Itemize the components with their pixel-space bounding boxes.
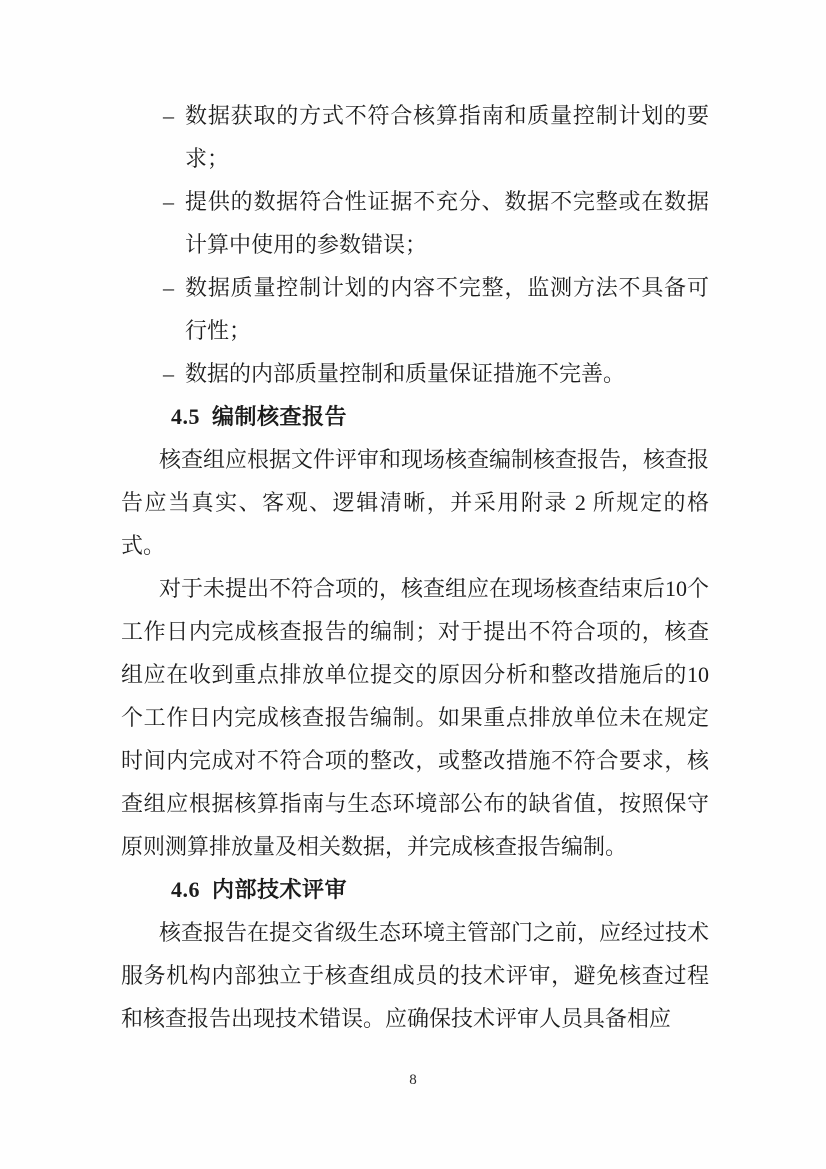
dash-bullet-icon: –	[163, 275, 174, 300]
list-item-text: 数据的内部质量控制和质量保证措施不完善。	[185, 361, 626, 386]
dash-bullet-icon: –	[163, 103, 174, 128]
page-number: 8	[409, 1072, 417, 1088]
dash-bullet-icon: –	[163, 361, 174, 386]
list-item	[121, 266, 709, 352]
paragraph: 核查报告在提交省级生态环境主管部门之前，应经过技术服务机构内部独立于核查组成员的技术评审，避免核查过程和核查报告出现技术错误。应确保技术评审人员具备相应	[121, 920, 710, 1031]
section-heading-4-6	[171, 868, 709, 911]
paragraph: 核查组应根据文件评审和现场核查编制核查报告，核查报告应当真实、客观、逻辑清晰，并采用附录 2 所规定的格式。	[121, 447, 710, 558]
dash-bullet-icon: –	[163, 189, 174, 214]
list-item-text: 提供的数据符合性证据不充分、数据不完整或在数据计算中使用的参数错误；	[185, 189, 709, 257]
section-title: 编制核查报告	[212, 404, 348, 429]
section-title: 内部技术评审	[212, 877, 348, 902]
section-heading-4-5	[171, 395, 709, 438]
paragraph: 对于未提出不符合项的，核查组应在现场核查结束后10个工作日内完成核查报告的编制；对于提出不符合项的，核查组应在收到重点排放单位提交的原因分析和整改措施后的10个工作日内完成核查报告编制。如果重点排放单位未在规定时间内完成对不符合项的整改，或整改措施不符合要求，核查组应根据核算指南与生态环境部公布的缺省值，按照保守原则测算排放量及相关数据，并完成核查报告编制。	[121, 576, 710, 859]
list-item	[121, 94, 709, 180]
section-number: 4.6	[171, 877, 200, 902]
section-number: 4.5	[171, 404, 200, 429]
list-item	[121, 352, 709, 395]
list-item-text: 数据质量控制计划的内容不完整，监测方法不具备可行性；	[185, 275, 709, 343]
list-item-text: 数据获取的方式不符合核算指南和质量控制计划的要求；	[185, 103, 709, 171]
list-item	[121, 180, 709, 266]
document-body	[121, 94, 709, 1040]
